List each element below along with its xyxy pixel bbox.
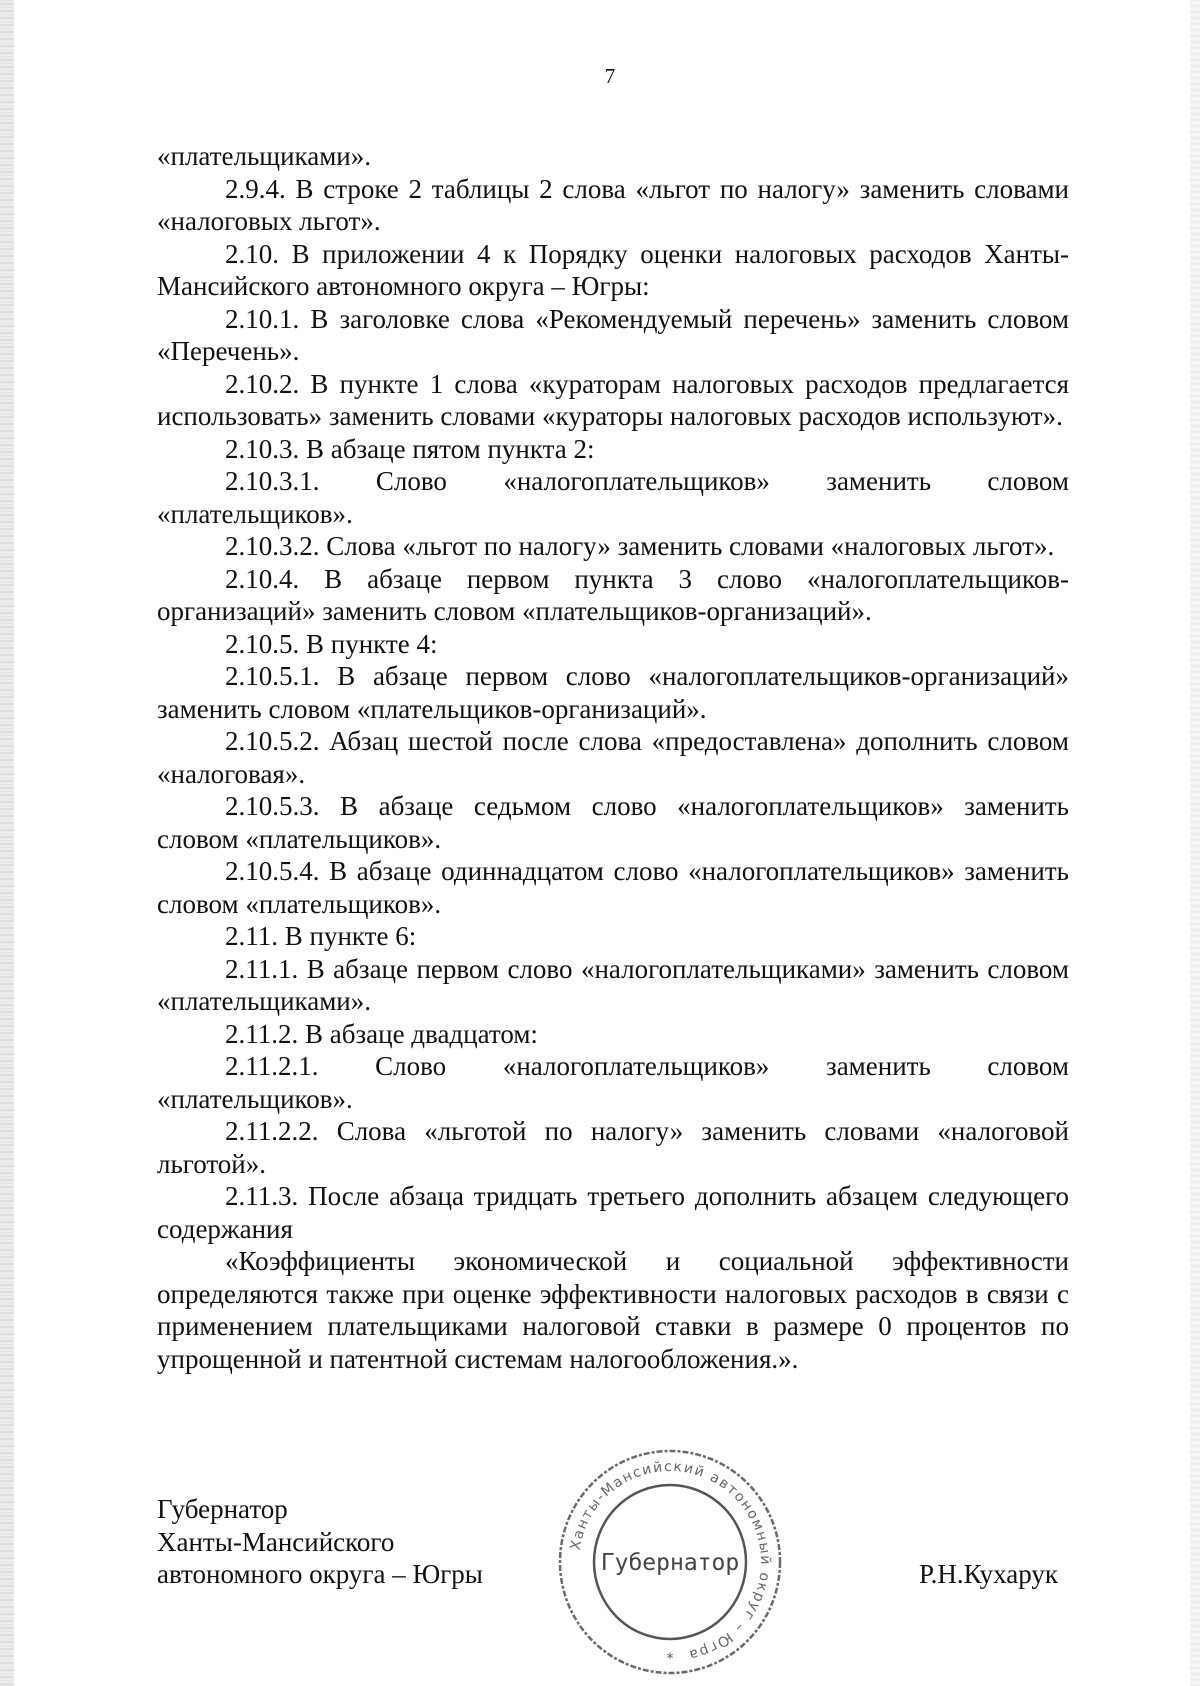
scan-edge-right	[1190, 0, 1200, 1686]
paragraph-continuation: «плательщиками».	[157, 141, 371, 171]
paragraph-quoted-addition: «Коэффициенты экономической и социальной эффективности определяются также при оценке эффективности налоговых расходов в связи с применением плательщиками налоговой ставки в размере 0 процентов по упрощенной и патентной системам налогообложения.».	[157, 1246, 1069, 1374]
signer-name: Р.Н.Кухарук	[919, 1559, 1059, 1589]
paragraph-2-9-4: 2.9.4. В строке 2 таблицы 2 слова «льгот по налогу» заменить словами «налоговых льгот».	[157, 173, 1069, 236]
paragraph-2-10-5-4: 2.10.5.4. В абзаце одиннадцатом слово «налогоплательщиков» заменить словом «плательщиков».	[157, 856, 1069, 919]
scan-edge-left	[0, 0, 14, 1686]
seal-ring-text: Ханты-Мансийский автономный округ – Югра	[567, 1458, 774, 1664]
official-seal	[556, 1447, 784, 1677]
paragraph-2-10-3-1: 2.10.3.1. Слово «налогоплательщиков» заменить словом «плательщиков».	[157, 466, 1069, 529]
paragraph-2-10-2: 2.10.2. В пункте 1 слова «кураторам налоговых расходов предлагается использовать» заменить словами «кураторы налоговых расходов используют».	[157, 368, 1069, 431]
paragraph-2-11-2: 2.11.2. В абзаце двадцатом:	[225, 1018, 538, 1049]
paragraph-2-11-2-1: 2.11.2.1. Слово «налогоплательщиков» заменить словом «плательщиков».	[157, 1051, 1069, 1114]
paragraph-2-11-2-2: 2.11.2.2. Слова «льготой по налогу» заменить словами «налоговой льготой».	[157, 1116, 1069, 1179]
paragraph-2-10: 2.10. В приложении 4 к Порядку оценки налоговых расходов Ханты-Мансийского автономного округа – Югры:	[157, 238, 1069, 301]
document-body	[157, 140, 1069, 1375]
page-number: 7	[604, 64, 616, 88]
paragraph-2-10-5-1: 2.10.5.1. В абзаце первом слово «налогоплательщиков-организаций» заменить словом «плательщиков-организаций».	[157, 661, 1069, 724]
seal-star-icon: *	[666, 1651, 674, 1667]
signature-title-line3: автономного округа – Югры	[157, 1559, 483, 1589]
paragraph-2-10-4: 2.10.4. В абзаце первом пункта 3 слово «налогоплательщиков-организаций» заменить словом «плательщиков-организаций».	[157, 563, 1069, 626]
paragraph-2-11-3: 2.11.3. После абзаца тридцать третьего дополнить абзацем следующего содержания	[157, 1181, 1069, 1244]
signature-title-line1: Губернатор	[157, 1494, 288, 1524]
paragraph-2-10-1: 2.10.1. В заголовке слова «Рекомендуемый перечень» заменить словом «Перечень».	[157, 303, 1069, 366]
paragraph-2-10-3-2: 2.10.3.2. Слова «льгот по налогу» заменить словами «налоговых льгот».	[225, 531, 1055, 561]
paragraph-2-11-1: 2.11.1. В абзаце первом слово «налогоплательщиками» заменить словом «плательщиками».	[157, 953, 1069, 1016]
paragraph-2-10-5-2: 2.10.5.2. Абзац шестой после слова «предоставлена» дополнить словом «налоговая».	[157, 726, 1069, 789]
signature-title-block	[157, 1493, 483, 1591]
paragraph-2-10-5: 2.10.5. В пункте 4:	[225, 628, 438, 659]
paragraph-2-10-5-3: 2.10.5.3. В абзаце седьмом слово «налогоплательщиков» заменить словом «плательщиков».	[157, 791, 1069, 854]
seal-center-text: Губернатор	[600, 1550, 740, 1576]
paragraph-2-11: 2.11. В пункте 6:	[225, 921, 417, 951]
signature-title-line2: Ханты-Мансийского	[157, 1526, 395, 1557]
paragraph-2-10-3: 2.10.3. В абзаце пятом пункта 2:	[225, 433, 595, 464]
